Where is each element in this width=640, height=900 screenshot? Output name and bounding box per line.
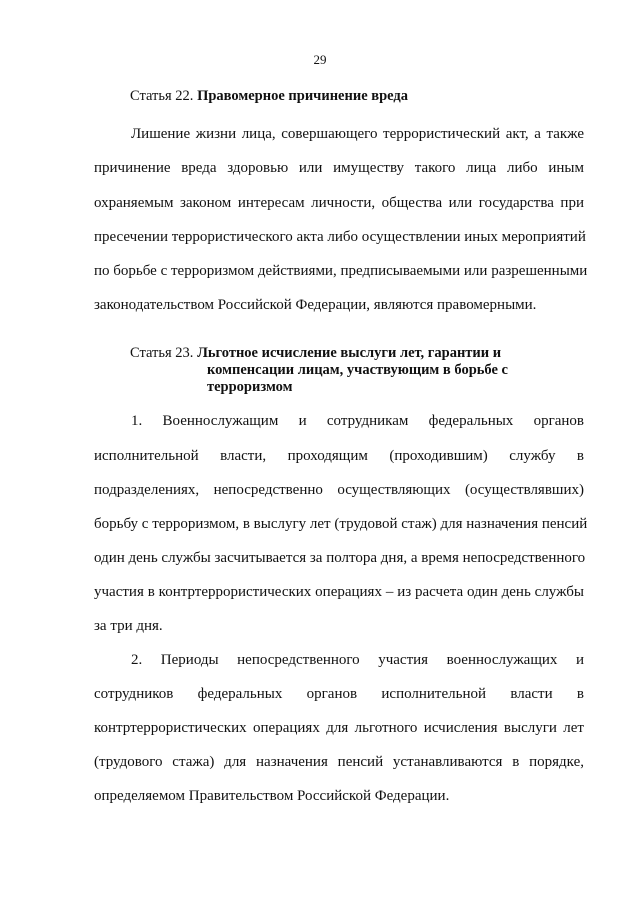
article-23-p1-line: подразделениях, непосредственно осуществляющих (осуществлявших): [94, 482, 584, 498]
article-23-p2-line: сотрудников федеральных органов исполнительной власти в: [94, 686, 584, 702]
article-23-title-line-1: Льготное исчисление выслуги лет, гарантии и: [197, 345, 502, 361]
article-23-p1-line: участия в контртеррористических операциях – из расчета один день службы: [94, 584, 584, 600]
article-23-p2-line: определяемом Правительством Российской Федерации.: [94, 788, 450, 804]
article-23-label: Статья 23.: [130, 345, 194, 361]
article-22-line: пресечении террористического акта либо осуществлении иных мероприятий: [94, 229, 586, 245]
article-23-title-line-2: компенсации лицам, участвующим в борьбе с: [207, 362, 508, 378]
article-23-p2-line: (трудового стажа) для назначения пенсий устанавливаются в порядке,: [94, 754, 584, 770]
article-23-p1-line: борьбу с терроризмом, в выслугу лет (трудовой стаж) для назначения пенсий: [94, 516, 588, 532]
article-23-title-line-3: терроризмом: [207, 379, 293, 395]
article-22-line: охраняемым законом интересам личности, общества или государства при: [94, 195, 584, 211]
article-22-line: причинение вреда здоровью или имуществу такого лица либо иным: [94, 160, 584, 176]
page-number: 29: [313, 52, 327, 67]
article-22-line: по борьбе с терроризмом действиями, предписываемыми или разрешенными: [94, 263, 588, 279]
article-22-heading: [130, 88, 408, 105]
article-23-p2-line: контртеррористических операциях для льготного исчисления выслуги лет: [94, 720, 584, 736]
article-23-p1-line: один день службы засчитывается за полтора дня, а время непосредственного: [94, 550, 586, 566]
article-23-p2-line: 2. Периоды непосредственного участия военнослужащих и: [131, 652, 584, 668]
article-22-title: Правомерное причинение вреда: [197, 88, 408, 104]
article-22-label: Статья 22.: [130, 88, 194, 104]
article-23-title-continued: [207, 362, 508, 396]
article-23-heading: [130, 345, 501, 362]
article-23-p1-line: исполнительной власти, проходящим (проходившим) службу в: [94, 448, 584, 464]
article-23-p1-line: за три дня.: [94, 618, 163, 634]
article-22-line: Лишение жизни лица, совершающего террористический акт, а также: [131, 126, 584, 142]
article-22-line: законодательством Российской Федерации, являются правомерными.: [94, 297, 537, 313]
article-23-p1-line: 1. Военнослужащим и сотрудникам федеральных органов: [131, 413, 584, 429]
